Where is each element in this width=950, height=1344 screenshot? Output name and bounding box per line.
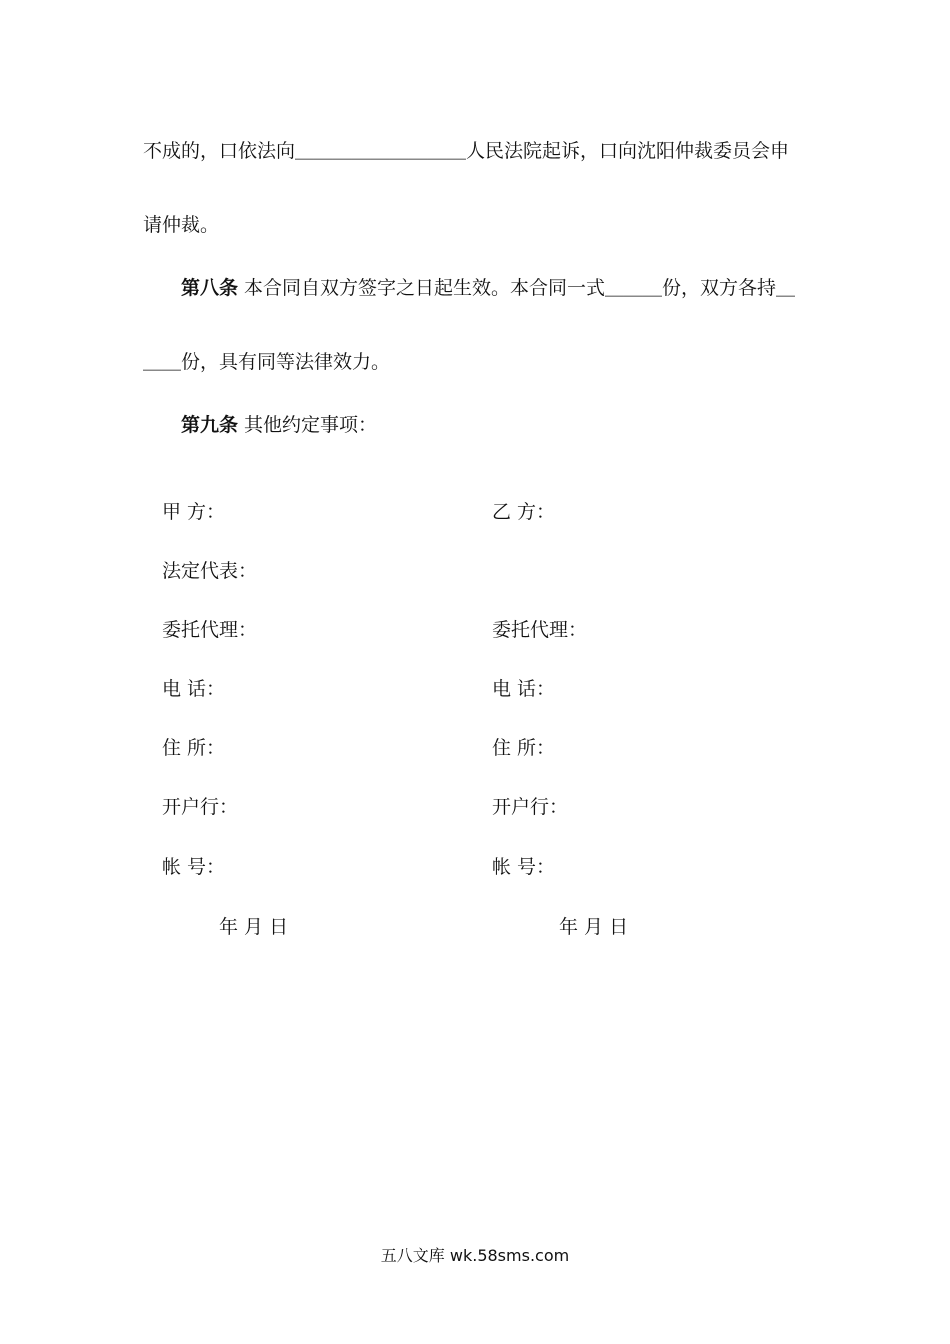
address-a-label: 住 所： [162,737,226,759]
agent-b-label: 委托代理： [492,619,588,641]
article-8-line-2: ＿＿份，具有同等法律效力。 [143,351,391,373]
account-a-label: 帐 号： [162,856,226,878]
paragraph-dispute-line-1: 不成的，口依法向＿＿＿＿＿＿＿＿＿人民法院起诉，口向沈阳仲裁委员会申 [143,140,790,162]
article-8-label: 第八条 [181,277,239,299]
article-9-label: 第九条 [181,414,239,436]
article-8-line-1 [181,276,795,300]
article-9-text: 其他约定事项： [238,414,378,436]
article-8-text: 本合同自双方签字之日起生效。本合同一式＿＿＿份，双方各持＿ [238,277,796,299]
party-b-label: 乙 方： [492,501,556,523]
party-a-label: 甲 方： [162,501,226,523]
phone-b-label: 电 话： [492,678,556,700]
bank-b-label: 开户行： [492,796,569,818]
date-b: 年 月 日 [559,916,629,938]
footer-watermark: 五八文库 wk.58sms.com [380,1246,570,1265]
paragraph-dispute-line-2: 请仲裁。 [143,214,220,236]
agent-a-label: 委托代理： [162,619,258,641]
phone-a-label: 电 话： [162,678,226,700]
article-9-line [181,413,377,437]
address-b-label: 住 所： [492,737,556,759]
bank-a-label: 开户行： [162,796,239,818]
account-b-label: 帐 号： [492,856,556,878]
legal-representative-label: 法定代表： [162,560,258,582]
date-a: 年 月 日 [219,916,289,938]
